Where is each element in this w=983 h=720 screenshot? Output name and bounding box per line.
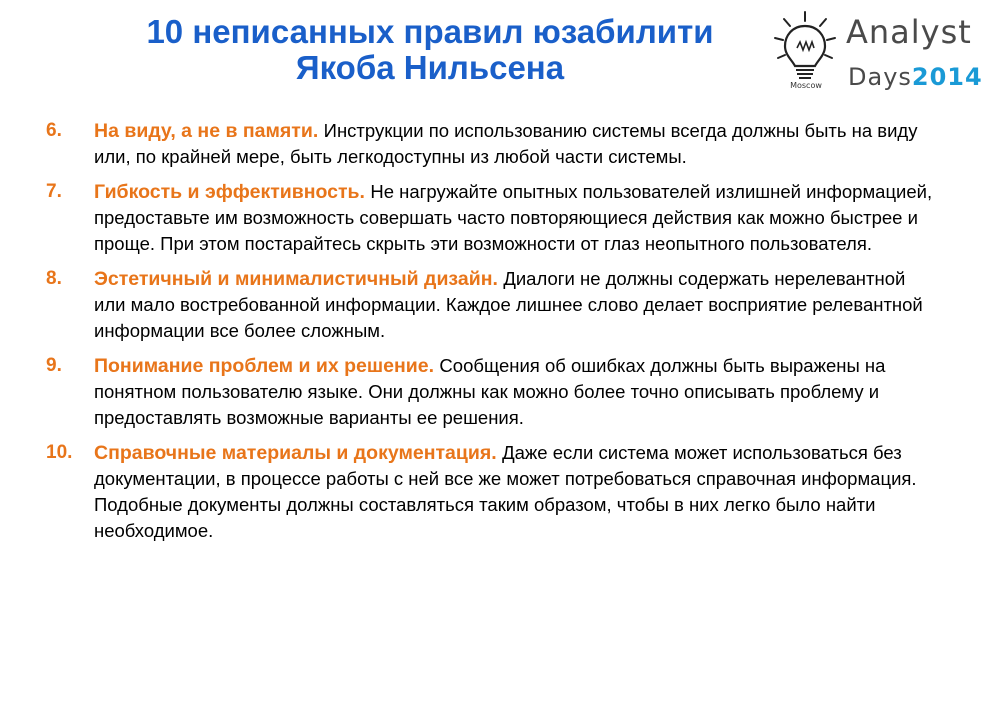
lightbulb-icon	[770, 8, 840, 108]
rule-text: Не нагружайте опытных пользователей излишней информацией, предоставьте им возможность совершать часто повторяющиеся действия как можно быстрее и проще. При этом постарайтесь скрыть эти возможности от глаз неопытного пользователя.	[94, 181, 933, 254]
rule-title: Гибкость и эффективность.	[94, 181, 371, 203]
rule-title: На виду, а не в памяти.	[94, 120, 324, 142]
rule-number: 6.	[46, 120, 62, 141]
rule-number: 10.	[46, 442, 73, 463]
rule-item	[46, 266, 936, 344]
rules-list	[46, 118, 936, 553]
logo-year: 2014	[911, 63, 983, 91]
rule-text: Даже если система может использоваться без документации, в процессе работы с ней все же может потребоваться справочная информация. Подобные документы должны составляться таким образом, чтобы в них легко было найти необходимое.	[94, 442, 917, 541]
rule-title: Эстетичный и минималистичный дизайн.	[94, 268, 504, 290]
rule-title: Справочные материалы и документация.	[94, 442, 503, 464]
rule-text: Инструкции по использованию системы всегда должны быть на виду или, по крайней мере, быть легкодоступны из любой части системы.	[94, 120, 918, 167]
rule-number: 7.	[46, 181, 62, 202]
rule-item	[46, 353, 936, 431]
logo-word-days	[848, 62, 983, 92]
rule-item	[46, 179, 936, 257]
logo-days: Days	[848, 63, 912, 91]
rule-text: Диалоги не должны содержать нерелевантной или мало востребованной информации. Каждое лишнее слово делает восприятие релевантной информации все более сложным.	[94, 268, 923, 341]
rule-number: 8.	[46, 268, 62, 289]
rule-item	[46, 118, 936, 170]
slide-title-line1: 10 неписанных правил юзабилити	[146, 13, 714, 50]
analyst-days-logo	[770, 8, 983, 108]
rule-title: Понимание проблем и их решение.	[94, 355, 440, 377]
rule-text: Сообщения об ошибках должны быть выражены на понятном пользователю языке. Они должны как можно более точно описывать проблему и предоставлять возможные варианты ее решения.	[94, 355, 886, 428]
logo-word-analyst: Analyst	[846, 13, 972, 51]
slide-title-line2: Якоба Нильсена	[295, 49, 565, 86]
logo-city: Moscow	[790, 81, 822, 90]
slide-title	[60, 14, 800, 86]
rule-number: 9.	[46, 355, 62, 376]
rule-item	[46, 440, 936, 544]
